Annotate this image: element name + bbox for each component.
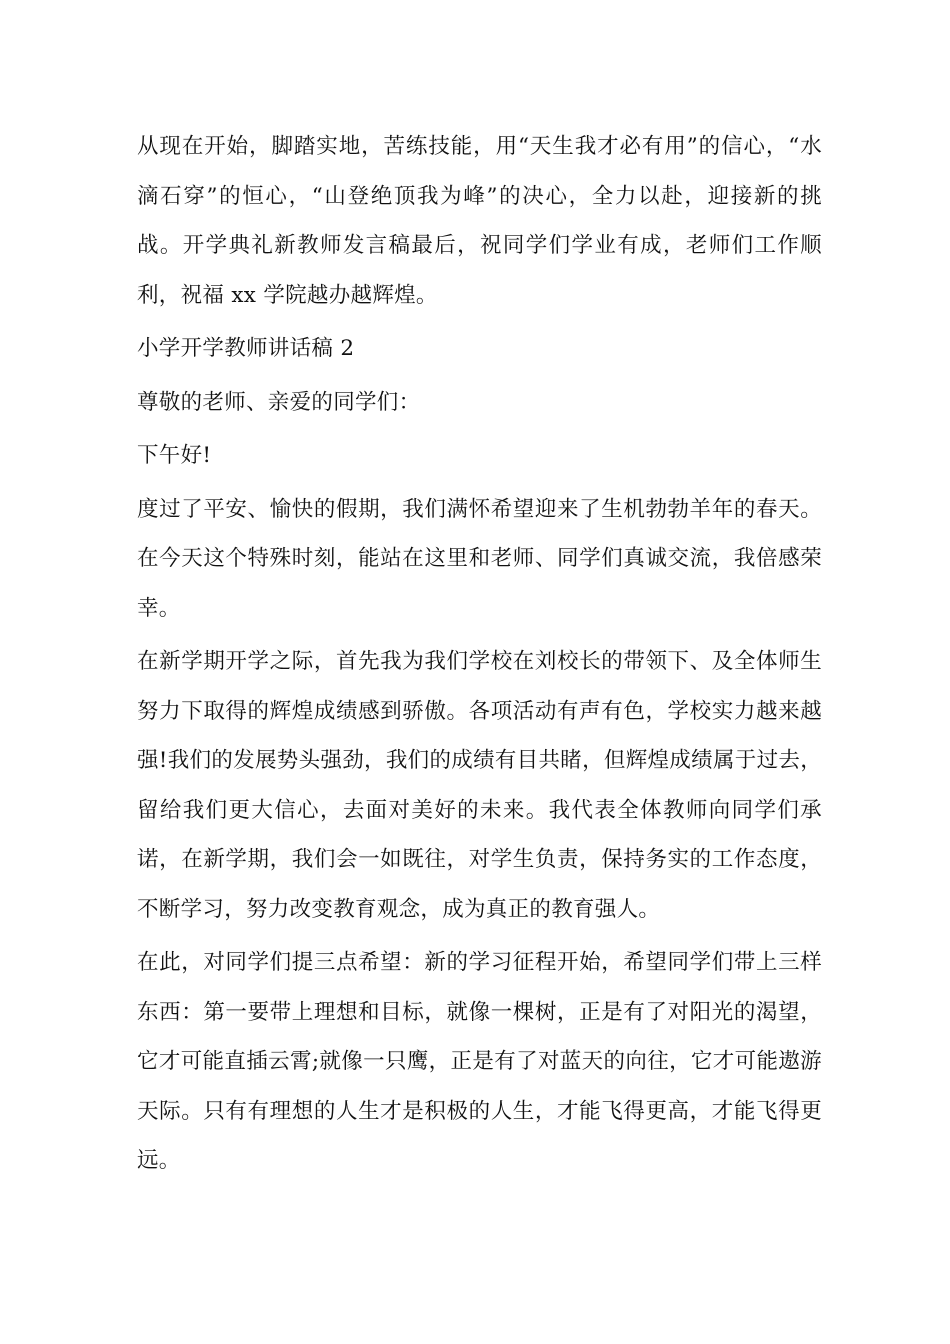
paragraph-greeting: 下午好! xyxy=(137,443,212,468)
paragraph-closing-remarks: 从现在开始，脚踏实地，苦练技能，用“天生我才必有用”的信心，“水滴石穿”的恒心，“山登绝顶我为峰”的决心，全力以赴，迎接新的挑战。开学典礼新教师发言稿最后，祝同学们学业有成，老师们工作顺利，祝福 xx 学院越办越辉煌。 xyxy=(137,134,822,308)
paragraph-holiday: 度过了平安、愉快的假期，我们满怀希望迎来了生机勃勃羊年的春天。在今天这个特殊时刻，能站在这里和老师、同学们真诚交流，我倍感荣幸。 xyxy=(137,496,822,621)
paragraph-three-hopes: 在此，对同学们提三点希望：新的学习征程开始，希望同学们带上三样东西：第一要带上理想和目标，就像一棵树，正是有了对阳光的渴望，它才可能直插云霄;就像一只鹰，正是有了对蓝天的向往，它才可能遨游天际。只有有理想的人生才是积极的人生，才能飞得更高，才能飞得更远。 xyxy=(137,950,822,1173)
paragraph-salutation: 尊敬的老师、亲爱的同学们： xyxy=(137,389,421,415)
section-heading: 小学开学教师讲话稿 2 xyxy=(137,336,355,361)
paragraph-new-semester: 在新学期开学之际，首先我为我们学校在刘校长的带领下、及全体师生努力下取得的辉煌成绩感到骄傲。各项活动有声有色，学校实力越来越强!我们的发展势头强劲，我们的成绩有目共睹，但辉煌成绩属于过去，留给我们更大信心，去面对美好的未来。我代表全体教师向同学们承诺，在新学期，我们会一如既往，对学生负责，保持务实的工作态度，不断学习，努力改变教育观念，成为真正的教育强人。 xyxy=(137,649,822,922)
